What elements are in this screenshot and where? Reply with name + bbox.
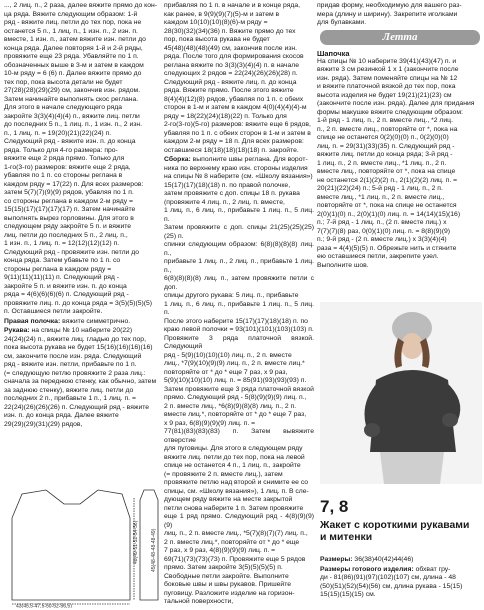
measures-line	[320, 566, 482, 600]
skirt-shape	[380, 452, 444, 484]
cardigan-shape	[370, 370, 456, 452]
mitten-right	[442, 413, 458, 427]
measures-value: обхват гру- ди - 81(86)(91)(97)(102)(107) см, длина - 48 (50)(51)(52)(54)(56) см, длина рукава - 15(15) 15(15)(15)(15) см.	[320, 565, 463, 598]
assembly-paragraph	[164, 156, 314, 607]
right-front-text: вяжите симметрично.	[60, 317, 131, 325]
height-dimension-label: 48(49-51-52-54-56)	[133, 520, 139, 564]
width-dimension-label: 43(45,5-47,5-50-52-56,5)	[16, 603, 72, 608]
hat-heading: Шапочка	[317, 48, 350, 58]
sleeve-dimension-label: 45(48-48-48-48-49)	[151, 528, 157, 572]
text-column-2	[164, 2, 314, 608]
right-front-paragraph	[4, 318, 161, 327]
sleeve-paragraph	[4, 327, 161, 429]
sizes-line	[320, 556, 482, 565]
measures-label: Размеры готового изделия:	[320, 565, 414, 573]
finishing-text: придав форму, необходимую для вашего раз- мера (длину и ширину). Закрепите иголками для булавками.	[317, 2, 462, 26]
pattern-diagram	[2, 482, 160, 608]
text-column-1	[4, 2, 161, 480]
letta-label: Летта	[382, 31, 418, 43]
sleeve-text: на спицы № 10 наберите 20(22) 24(24)(24) п., вяжите лиц. гладью до тех пор, пока высота рукава не будет 15(16)(16)(16)(16) см, закончите после изн. ряда. Следующий ряд - вяжите изн. петли, прибавьте по 1 п. (= следующую петлю провяжите 2 раза лиц.: сначала за переднюю стенку, как обычно, затем за заднюю стенку), вяжите лиц. петли до последних 2 п., прибавьте 1 п., 1 лиц. п. = 22(24)(26)(26)(26) п. Следующий ряд - вяжите изн. п. до конца ряда. Далее вяжите 29(29)(29)(31)(29) рядов,	[4, 327, 157, 428]
hat-instructions: На спицы № 10 наберите 39(41)(43)(47) п. и вяжите 3 см резинкой 1 х 1 (закончите после изн. ряда). Затем поменяйте спицы на № 12 и вяжите платочной вязкой до тех пор, пока высота изделия не будет 19(21)(21)(23) см (закончите после изн. ряда). Далее для придания формы макушке вяжите следующим образом: 1-й ряд - 1 лиц. п., 2 п. вместе лиц., *2 лиц. п., 2 п. вместе лиц., повторяйте от *, пока на спице не останется 0(2)(0)(0) п., 0(2)(0)(0) лиц. п. = 29(31)(33)(35) п. Следующий ряд - вяжите лиц. петли до конца ряда; 3-й ряд - 1 лиц. п., 2 п. вместе лиц., *1 лиц. п., 2 п. вместе лиц., повторяйте от *, пока на спице не останется 2(1)(2)(2) п., 2(1)(2)(2) лиц. п. = 20(21)(22)(24) п.; 5-й ряд - 1 лиц. п., 2 п. вместе лиц., *1 лиц. п., 2 п. вместе лиц., повторяйте от *, пока на спице не останется 2(0)(1)(0) п., 2(0)(1)(0) лиц. п. = 14(14)(15)(16) п.; 7-й ряд - 1 лиц. п., (2 п. вместе лиц.) x 7(7)(7)(8) раз, 0(0)(1)(0) лиц. п. = 8(8)(9)(9) п.; 9-й ряд - (2 п. вместе лиц.) x 3(3)(4)(4) раза = 4(4)(5)(5) п. Обрежьте нить и стяните ею оставшиеся петли, закрепите узел. Выполните шов.	[317, 57, 475, 269]
sizes-label: Размеры:	[320, 556, 353, 563]
sleeve-continued-text: прибавляя по 1 п. в начале и в конце ряда, как ранее, в 9(9)(9)(7)(5)-м и затем в каждом 10(10)(10)(8)(6)-м ряду = 28(30)(32)(34)(36) п. Вяжите прямо до тех пор, пока высота рукава не будет 45(48)(48)(48)(49) см, закончив после изн. ряда. После того для формирования скосов реглана вяжите по 3(3)(3)(4)(4) п. в начале следующих 2 рядов = 22(24)(26)(26)(28) п. Следующий ряд - вяжите лиц. п. до конца ряда. Вяжите прямо. После этого вяжите 8(4)(4)(12)(8) рядов, убавляя по 1 п. с обеих сторон в 1-м и затем в каждом 4(0)(4)(4)(4)-м ряду = 18(22)(24)(18)(22) п. Только для 2-го(3-го)(5-го) размеров: вяжите еще 6 рядов, убавляя по 1 п. с обеих сторон в 1-м и затем в каждом 2-м ряду = 18 п. Для всех размеров: оставшиеся 18(18)(18)(18)(18) п. закройте.	[164, 2, 311, 154]
letta-badge	[320, 30, 480, 45]
sizes-block	[320, 556, 482, 601]
right-front-heading: Правая полочка:	[4, 317, 61, 325]
assembly-heading: Сборка:	[164, 156, 191, 163]
front-left-instructions: ..., 2 лиц. п., 2 раза, далее вяжите прямо до кон- ца ряда. Вяжите следующим образом: 1-й ряд - вяжите лиц. петли до тех пор, пока не останется 5 п., 1 лиц. п., 1 изн. п., 2 изн. п. вместе, 1 изн. п., затем вяжите изн. петли до конца ряда. Далее повторяя 1-й и 2-й ряды, провяжите еще 23 ряда. Убавляйте по 1 п. обозначенных выше в 3-м и затем в каждом 10-м ряду = 6 (6) п. Далее вяжите прямо до тех пор, пока высота детали не будет 27(28)(28)(29)(29) см, закончив изн. рядом. Затем начинайте выполнять скос реглана. Для этого в начале следующего ряда закройте 3(3)(4)(4)(4) п., вяжите лиц. петли до последних 5 п., 1 лиц. п., 1 изн. п., 2 изн. п., 1 лиц. п. = 19(20)(21)(22)(24) п. Следующий ряд - вяжите изн. п. до конца ряда. Только для 4-го размера: про- вяжите еще 2 ряда прямо. Только для 1-го(3-го) размеров: вяжите еще 2 ряда, убавляя по 1 п. со стороны реглана в каждом ряду = 17(22) п. Для всех размеров: затем 5(7)(7)(9)(9) рядов, убавляя по 1 п. со стороны реглана в каждом 2-м ряду = 15(15)(17)(17)(17)(17) п. Затем начинайте выполнять вырез горловины. Для этого в следующем ряду закройте 5 п. и вяжите лиц. петли до последних 5 п., 2 лиц. п., 1 изн. п., 1 лиц. п. = 12(12)(12)(12) п. Следующий ряд - провяжите изн. петли до конца ряда. Затем убавьте по 1 п. со стороны реглана в каждом ряду = 9(11)(11)(11)(11) п. Следующий ряд - закройте 5 п. и вяжите изн. п. до конца ряда = 4(6)(6)(6)(6) п. Следующий ряд - провяжите лиц. п. до конца ряда = 3(5)(5)(5)(5) п. Оставшиеся петли закройте.	[4, 2, 158, 315]
assembly-text: выполните швы реглана. Для ворот- ника по верхнему краю изн. стороны изделия на спицы № 8 наберите (см. «Школу вязания») 15(17)(17)(18)(18) п. по правой полочке, затем провяжите с доп. спицы 18 п. рукава (провяжите 4 лиц. п., 2 лиц. п. вместе, 1 лиц. п., 6 лиц. п., прибавьте 1 лиц. п., 5 лиц. п. Затем провяжите с доп. спицы 21(25)(25)(25)(25) п. спинки следующим образом: 6(8)(8)(8)(8) лиц. п., прибавьте 1 лиц. п., 2 лиц. п., прибавьте 1 лиц. п., 6(8)(8)(8)(8) лиц. п., затем провяжите петли с доп. спицы другого рукава: 5 лиц. п., прибавьте 1 лиц. п., 6 лиц. п., прибавьте 1 лиц. п., 5 лиц. п. После этого наберите 15(17)(17)(18)(18) п. по краю левой полочки = 93(101)(101)(103)(103) п. Провяжите 3 ряда платочной вязкой. Следующий ряд - 5(9)(10)(10)(10) лиц. п., 2 п. вместе лиц., *7(9)(10)(9)(9) лиц. п., 2 п. вместе лиц.* повторяйте от * до * еще 7 раз, x 9 раз, 5(9)(10)(10)(10) лиц. п. = 85(91)(93)(93)(93) п. Затем провяжите еще 3 ряда платочной вязкой прямо. Следующий ряд - 5(8)(9)(9)(9) лиц. п., 2 п. вместе лиц., *6(8)(9)(8)(8) лиц. п., 2 п. вместе лиц.*, повторяйте от * до * еще 7 раз, x 9 раз, 6(8)(9)(9)(9) лиц. п. = 77(81)(83)(83)(83) п. Затем вывяжите отверстие для пуговицы. Для этого в следующем ряду вяжите лиц. петли до тех пор, пока на левой спице не останется 4 п., 1 лиц. п., закройте (= провяжите 2 п. вместе лиц.), затем провяжите петлю над второй и снимите ее со спицы, см. «Школу вязания»), 1 лиц. п. В сле- дующем ряду вяжите на месте закрытой петли снова наберите 1 п. Затем провяжите еще 1 ряд прямо. Следующий ряд - 4(8)(9)(9)(9) лиц. п., 2 п. вместе лиц., *5(7)(8)(7)(7) лиц. п., 2 п. вместе лиц.*, повторяйте от * до * еще 7 раз, x 9 раз, 4(8)(9)(9)(9) лиц. п. = 69(71)(73)(73)(73) п. Провяжите еще 5 рядов прямо. Затем закройте 3(5)(5)(5)(5) п. Свободные петли закройте. Выполните боковые швы и швы рукавов. Пришейте пуговицу. Разложите изделие на горизон- тальной поверхности,	[164, 156, 314, 605]
sizes-value: 36(38)40(42)44(46)	[352, 556, 414, 563]
mitten-left	[364, 423, 380, 437]
body-outline	[12, 490, 130, 600]
item-title: Жакет с короткими рукавами и митенки	[320, 520, 470, 543]
sleeve-heading: Рукава:	[4, 327, 30, 334]
item-number: 7, 8	[320, 497, 349, 516]
face-shape	[401, 333, 423, 359]
model-photo	[320, 302, 482, 484]
